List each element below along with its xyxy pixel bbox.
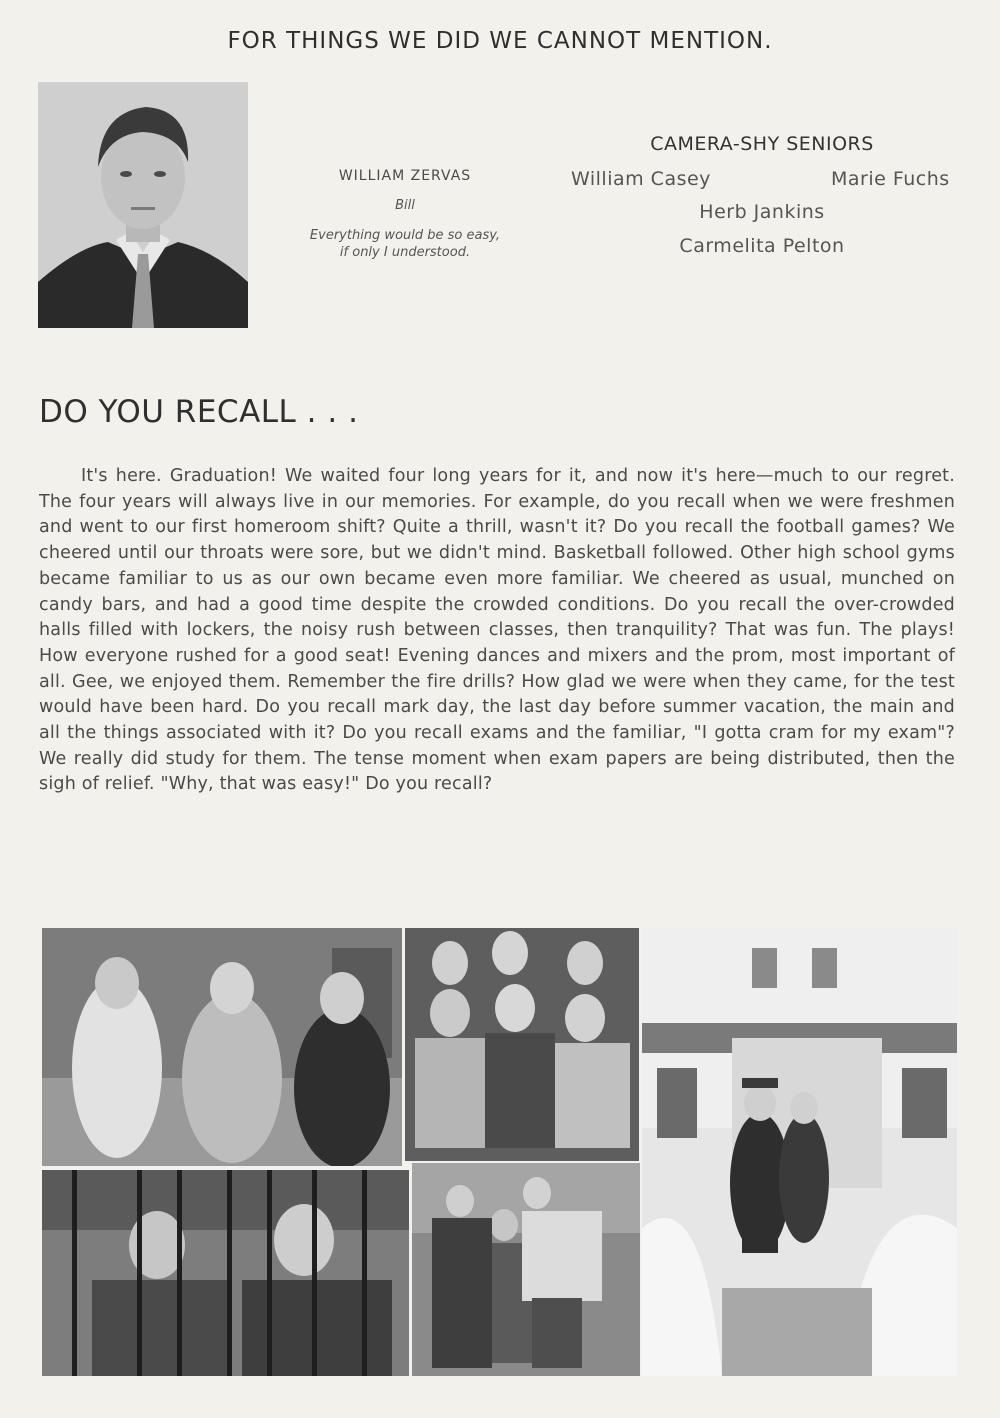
camera-shy-name: Carmelita Pelton <box>679 235 845 257</box>
senior-quote-line: Everything would be so easy, <box>309 228 501 243</box>
senior-quote-line: if only I understood. <box>339 245 471 260</box>
camera-shy-name: William Casey <box>571 168 711 190</box>
senior-quote <box>272 227 538 261</box>
photo-three-people-outside-building <box>42 928 402 1166</box>
camera-shy-name: Herb Jankins <box>699 201 825 223</box>
senior-bio <box>272 168 538 261</box>
recall-paragraph: It's here. Graduation! We waited four long years for it, and now it's here—much to our regret. The four years will always live in our memories. For example, do you recall when we were freshmen and went to our first homeroom shift? Quite a thrill, wasn't it? Do you recall the football games? We cheered until our throats were sore, but we didn't mind. Basketball followed. Other high school gyms became familiar to us as our own became even more familiar. We cheered as usual, munched on candy bars, and had a good time despite the crowded conditions. Do you recall the over-crowded halls filled with lockers, the noisy rush between classes, then tranquility? That was fun. The plays! How everyone rushed for a good seat! Evening dances and mixers and the prom, most important of all. Gee, we enjoyed them. Remember the fire drills? How glad we were when they came, for the test would have been hard. Do you recall mark day, the last day before summer vacation, the main and all the things associated with it? Do you recall exams and the familiar, "I gotta cram for my exam"? We really did study for them. The tense moment when exam papers are being distributed, then the sigh of relief. "Why, that was easy!" Do you recall? <box>39 466 955 795</box>
photo-two-boys-behind-bars <box>42 1170 409 1376</box>
senior-nickname: Bill <box>395 198 415 213</box>
photo-group-of-girls <box>405 928 639 1161</box>
page-heading: FOR THINGS WE DID WE CANNOT MENTION. <box>227 28 773 54</box>
camera-shy-name: Marie Fuchs <box>831 168 950 190</box>
senior-portrait-photo <box>38 82 248 328</box>
recall-title: DO YOU RECALL . . . <box>39 394 359 430</box>
senior-name: WILLIAM ZERVAS <box>338 168 472 184</box>
camera-shy-heading: CAMERA-SHY SENIORS <box>650 133 874 155</box>
photo-group-of-boys <box>412 1163 640 1376</box>
photo-couple-in-snow <box>642 928 957 1376</box>
